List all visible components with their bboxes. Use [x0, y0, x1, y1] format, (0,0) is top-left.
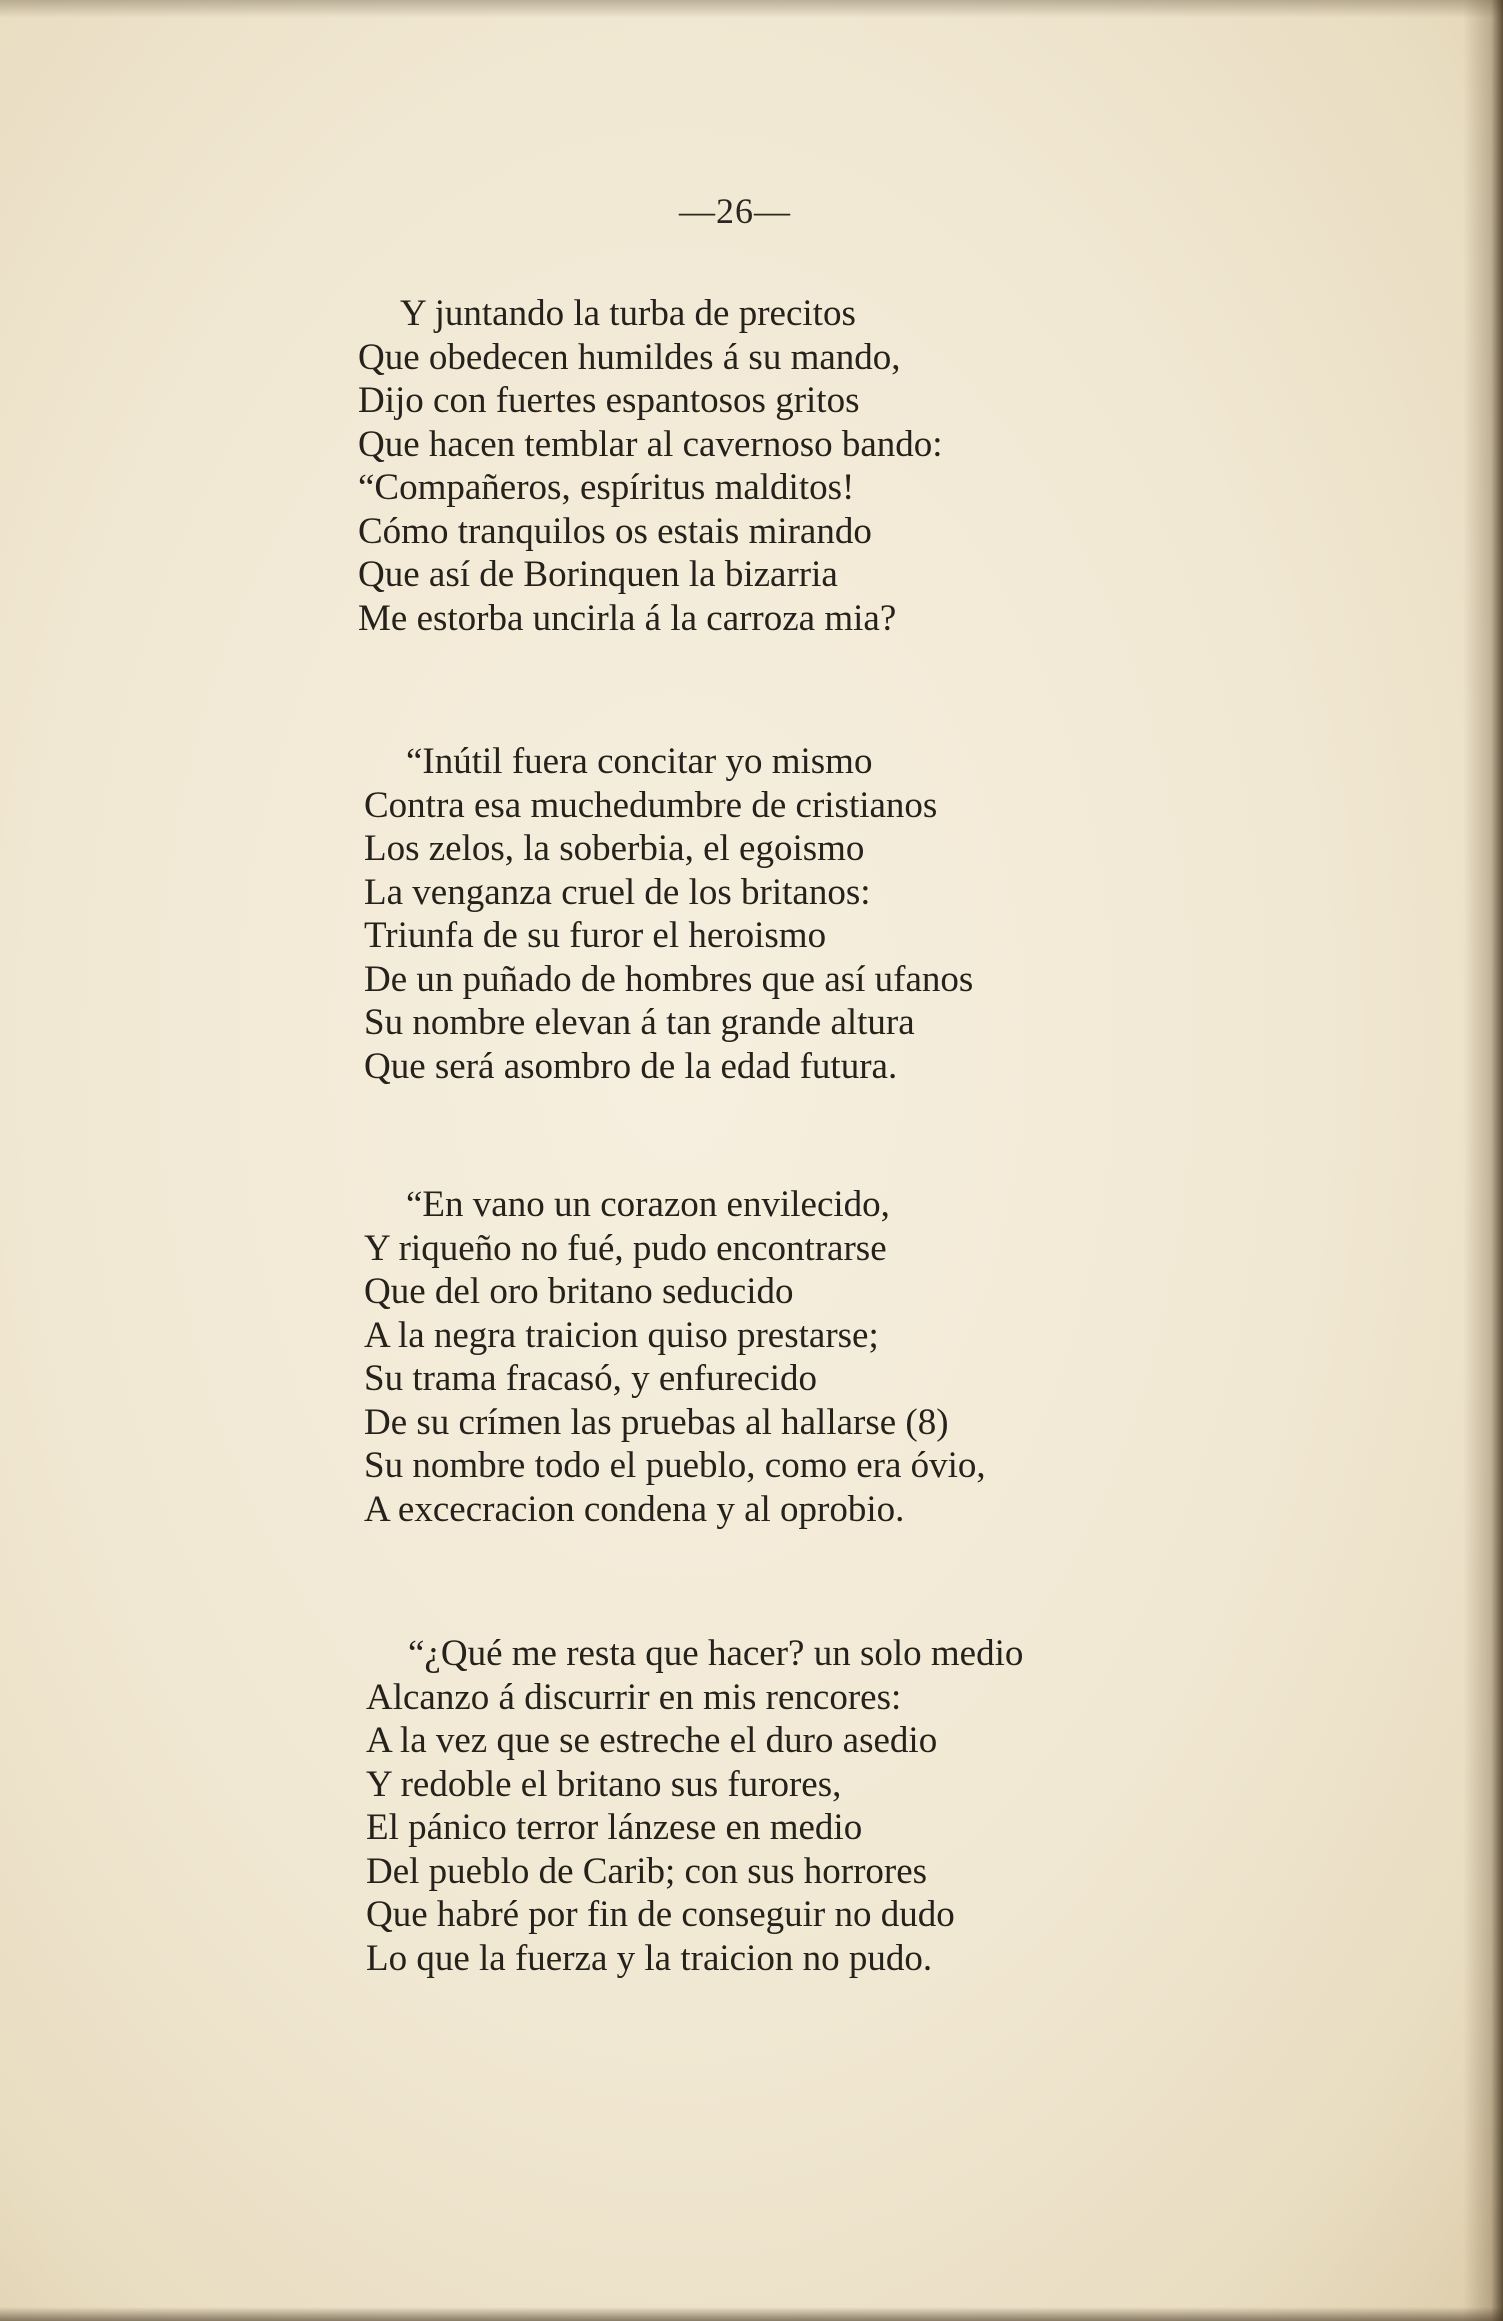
- verse-line: Su nombre todo el pueblo, como era óvio,: [364, 1445, 986, 1486]
- verse-line: “Inútil fuera concitar yo mismo: [406, 741, 873, 782]
- page-bottom-shadow: [0, 2307, 1503, 2321]
- verse-line: Que así de Borinquen la bizarria: [358, 554, 838, 595]
- verse-line: Me estorba uncirla á la carroza mia?: [358, 597, 897, 639]
- verse-line: De un puñado de hombres que así ufanos: [364, 958, 974, 1000]
- verse-line: Cómo tranquilos os estais mirando: [358, 510, 872, 552]
- stanza-3: [364, 1183, 1404, 1531]
- page-number: —26—: [679, 191, 791, 231]
- verse-line: “¿Qué me resta que hacer? un solo medio: [408, 1633, 1024, 1674]
- verse-line: De su crímen las pruebas al hallarse (8): [364, 1401, 949, 1443]
- stanza-4: [366, 1632, 1406, 1980]
- verse-line: Su nombre elevan á tan grande altura: [364, 1002, 915, 1043]
- verse-line: A la negra traicion quiso prestarse;: [364, 1314, 879, 1356]
- verse-line: A excecracion condena y al oprobio.: [364, 1488, 905, 1530]
- stanza-2: [364, 740, 1404, 1088]
- verse-line: Y redoble el britano sus furores,: [366, 1763, 842, 1805]
- verse-line: Dijo con fuertes espantosos gritos: [358, 380, 860, 421]
- verse-line: Contra esa muchedumbre de cristianos: [364, 784, 938, 826]
- verse-line: A la vez que se estreche el duro asedio: [366, 1720, 938, 1761]
- verse-line: Su trama fracasó, y enfurecido: [364, 1358, 818, 1399]
- verse-line: Lo que la fuerza y la traicion no pudo.: [366, 1937, 933, 1979]
- verse-line: Que hacen temblar al cavernoso bando:: [358, 423, 943, 465]
- verse-line: Que será asombro de la edad futura.: [364, 1045, 898, 1087]
- verse-line: “Compañeros, espíritus malditos!: [358, 467, 855, 508]
- verse-line: Triunfa de su furor el heroismo: [364, 915, 827, 956]
- verse-line: Alcanzo á discurrir en mis rencores:: [366, 1676, 902, 1718]
- verse-line: La venganza cruel de los britanos:: [364, 871, 871, 913]
- stanza-1: [358, 292, 1398, 640]
- page-top-shadow: [0, 0, 1503, 18]
- verse-line: Los zelos, la soberbia, el egoismo: [364, 828, 865, 869]
- verse-line: Y juntando la turba de precitos: [400, 293, 856, 334]
- verse-line: “En vano un corazon envilecido,: [406, 1184, 890, 1225]
- verse-line: Que del oro britano seducido: [364, 1271, 794, 1312]
- page-edge-shadow: [1463, 0, 1503, 2321]
- verse-line: Que habré por fin de conseguir no dudo: [366, 1894, 955, 1935]
- verse-line: Que obedecen humildes á su mando,: [358, 336, 901, 378]
- verse-line: El pánico terror lánzese en medio: [366, 1807, 863, 1848]
- verse-line: Y riqueño no fué, pudo encontrarse: [364, 1227, 887, 1269]
- verse-line: Del pueblo de Carib; con sus horrores: [366, 1850, 928, 1892]
